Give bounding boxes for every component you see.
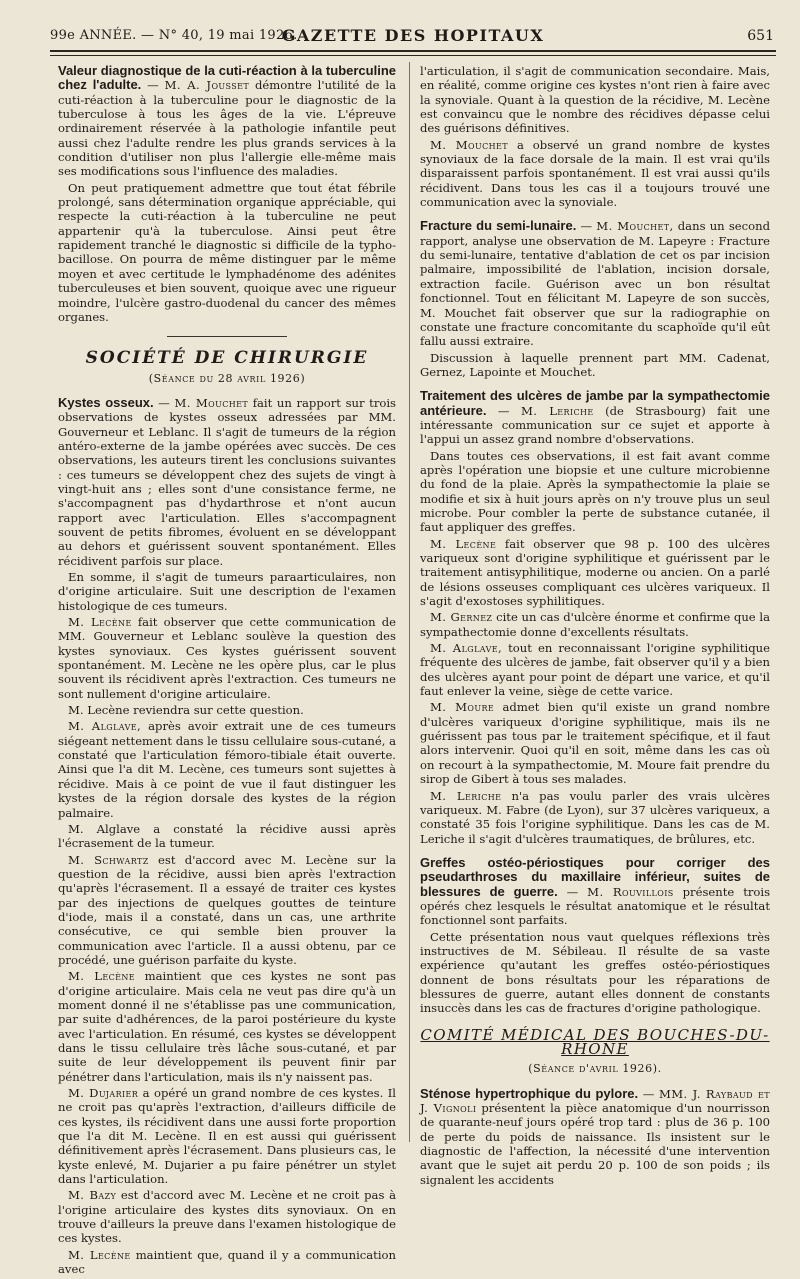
author-name: M. Dujarier	[68, 1086, 139, 1101]
paragraph: En somme, il s'agit de tumeurs paraarticulaires, non d'origine articulaire. Suit une description de l'examen histologique de ces tumeurs.	[58, 570, 396, 613]
article-text: démontre l'utilité de la cuti-réaction à la tuberculine pour le diagnostic de la tuberculose à tous les âges de la vie. L'épreuve ordinairement réservée à la pathologie infantile peut aussi chez l'adulte rendre les plus grands services à la condition d'utiliser non plus l'allergie elle-même mais ses modifications sous l'influence des maladies.	[58, 78, 396, 179]
paragraph: Discussion à laquelle prennent part MM. Cadenat, Gernez, Lapointe et Mouchet.	[420, 350, 770, 379]
left-column	[58, 64, 396, 1279]
article-heading: Traitement des ulcères de jambe par la sympathectomie antérieure.	[420, 388, 770, 418]
paragraph	[420, 138, 770, 210]
paragraph-text: après avoir extrait une de ces tumeurs siégeant nettement dans le tissu cellulaire sous-cutané, a constaté que l'articulation fémoro-tibiale était ouverte. Ainsi que l'a dit M. Lecène, ces tumeurs sont sujettes à récidive. Mais à ce point de vue il faut distinguer les kystes de la région dorsale des kystes de la région palmaire.	[58, 719, 396, 820]
paragraph: Cette présentation nous vaut quelques réflexions très instructives de M. Sébileau. Il résulte de sa vaste expérience qu'autant les greffes ostéo-périostiques donnent de bons résultats pour les réparations de blessures de guerre, autant elles donnent de constants insuccès dans les cas de fractures d'origine pathologique.	[420, 929, 770, 1016]
author-name: M. Lecène	[430, 536, 497, 551]
article-text: présentent la pièce anatomique d'un nourrisson de quarante-neuf jours opéré trop tard : plus de 36 p. 100 de perte du poids de naissance. Ils insistent sur le diagnostic de l'affection, la nécessité d'une intervention avant que le sujet ait perdu 20 p. 100 de son poids ; ils signalent les accidents	[420, 1101, 770, 1187]
paragraph-text: cite un cas d'ulcère énorme et confirme que la sympathectomie donne d'excellents résultats.	[420, 610, 770, 639]
right-column	[420, 64, 770, 1189]
paragraph-text: admet bien qu'il existe un grand nombre d'ulcères variqueux d'origine syphilitique, mais ils ne guérissent pas tous par le traitement spécifique, et il faut alors intervenir. Quoi qu'il en soit, même dans les cas où on recourt à la sympathectomie, M. Moure fait prendre du sirop de Gibert à tous ses malades.	[420, 700, 770, 787]
paragraph	[58, 853, 396, 968]
section-separator	[167, 336, 287, 337]
section-title-comite: COMITÉ MÉDICAL DES BOUCHES-DU-RHONE	[420, 1025, 770, 1058]
paragraph	[58, 615, 396, 701]
issue-line: 99e ANNÉE. — N° 40, 19 mai 1926.	[50, 28, 298, 43]
article-text: (de Strasbourg) fait une intéressante communication sur ce sujet et apporte à l'appui un assez grand nombre d'observations.	[420, 403, 770, 447]
paragraph	[58, 1248, 396, 1277]
article-semi-lunaire: Fracture du semi-lunaire. — M. Mouchet, dans un second rapport, analyse une observation de M. Lapeyre : Fracture du semi-lunaire, tentative d'ablation de cet os par incision palmaire, impossibilité de l'ablation, incision dorsale, extraction facile. Guérison avec un bon résultat fonctionnel. Tout en félicitant M. Lapeyre de son succès, M. Mouchet fait observer que sur la radiographie on constate une fracture concomitante du scaphoïde qu'il eût fallu aussi extraire.	[420, 218, 770, 349]
page-header	[50, 18, 776, 48]
article-heading: Valeur diagnostique de la cuti-réaction à la tuberculine chez l'adulte.	[58, 63, 396, 93]
paragraph: On peut pratiquement admettre que tout état fébrile prolongé, sans détermination organique appréciable, qui respecte la cuti-réaction à la tuberculine ne peut appartenir qu'à la tuberculose. Ainsi peut être rapidement tranché le diagnostic si difficile de la typho-bacillose. On pourra de même distinguer par le même moyen et avec certitude le lymphadénome des adénites tuberculeuses et bien souvent, quoique avec une rigueur moindre, l'ulcère gastro-duodenal du cancer des mêmes organes.	[58, 180, 396, 324]
paragraph-text: maintient que ces kystes ne sont pas d'origine articulaire. Mais cela ne veut pas dire qu'à un moment donné il ne s'établisse pas une communication, par suite d'adhérences, de la paroi postérieure du kyste avec l'articulation. En résumé, ces kystes se développent dans le tissu cellulaire très lâche sous-cutané, et par suite de leur développement ils peuvent finir par pénétrer dans l'articulation, mais ils n'y naissent pas.	[58, 969, 397, 1084]
paragraph: Dans toutes ces observations, il est fait avant comme après l'opération une biopsie et une culture microbienne du fond de la plaie. Après la sympathectomie la plaie se modifie et six à huit jours après on n'y trouve plus un seul microbe. Pour combler la perte de substance cutanée, il faut appliquer des greffes.	[420, 448, 770, 535]
article-heading: Greffes ostéo-périostiques pour corriger des pseudarthroses du maxillaire inférieur, suites de blessures de guerre.	[420, 854, 770, 899]
article-text: présente trois opérés chez lesquels le résultat anatomique et le résultat fonctionnel sont parfaits.	[420, 884, 771, 928]
paragraph	[58, 969, 396, 1084]
author-name: M. Gernez	[430, 610, 493, 625]
paragraph	[58, 1188, 396, 1245]
author-name: M. A. Jousset	[164, 78, 250, 93]
header-rule	[50, 50, 776, 52]
paragraph-text: a opéré un grand nombre de ces kystes. Il ne croit pas qu'après l'extraction, d'ailleurs difficile de ces kystes, ils récidivent dans une aussi forte proportion que l'a dit M. Lecène. Il en est aussi qui guérissent définitivement après l'écrasement. Dans plusieurs cas, le kyste enlevé, M. Dujarier a pu faire pénétrer un stylet dans l'articulation.	[58, 1086, 396, 1187]
paragraph: M. Alglave a constaté la récidive aussi après l'écrasement de la tumeur.	[58, 821, 396, 851]
article-text: dans un second rapport, analyse une observation de M. Lapeyre : Fracture du semi-lunaire, tentative d'ablation de cet os par incision palmaire, impossibilité de l'ablation, incision dorsale, extraction facile. Guérison avec un bon résultat fonctionnel. Tout en félicitant M. Lapeyre de son succès, M. Mouchet fait observer que sur la radiographie on constate une fracture concomitante du scaphoïde qu'il eût fallu aussi extraire.	[420, 219, 770, 349]
paragraph	[420, 700, 770, 786]
article-stenose: Sténose hypertrophique du pylore. — MM. J. Raybaud et J. Vignoli présentent la pièce anatomique d'un nourrisson de quarante-neuf jours opéré trop tard : plus de 36 p. 100 de perte du poids de naissance. Ils insistent sur le diagnostic de l'affection, la nécessité d'une intervention avant que le sujet ait perdu 20 p. 100 de son poids ; ils signalent les accidents	[420, 1085, 771, 1187]
author-name: M. Schwartz	[68, 852, 149, 867]
paragraph: l'articulation, il s'agit de communication secondaire. Mais, en réalité, comme origine ces kystes n'ont rien à faire avec la synoviale. Quant à la question de la récidive, M. Lecène est convaincu que le nombre des récidives dépasse celui des guérisons définitives.	[420, 64, 770, 136]
author-name: M. Leriche	[520, 403, 594, 418]
author-name: MM. J. Raybaud et J. Vignoli	[420, 1086, 771, 1116]
paragraph-text: fait observer que 98 p. 100 des ulcères variqueux sont d'origine syphilitique et guérissent par le traitement antisyphilitique, moderne ou ancien. On a parlé de lésions osseuses compliquant ces ulcères variqueux. Il s'agit d'exostoses syphilitiques.	[420, 536, 770, 609]
paragraph	[58, 719, 396, 819]
author-name: M. Mouchet,	[596, 219, 674, 234]
header-rule-thin	[50, 55, 776, 56]
author-name: M. Leriche	[430, 788, 502, 803]
paragraph	[420, 537, 770, 609]
paragraph-text: n'a pas voulu parler des vrais ulcères variqueux. M. Fabre (de Lyon), sur 37 ulcères variqueux, a constaté 35 fois l'origine syphilitique. Dans les cas de M. Leriche il s'agit d'ulcères traumatiques, de brûlures, etc.	[420, 788, 770, 846]
author-name: M. Mouchet	[430, 137, 508, 152]
paragraph	[420, 610, 770, 639]
article-heading: Sténose hypertrophique du pylore.	[420, 1085, 639, 1101]
paragraph	[420, 641, 770, 698]
author-name: M. Lecène	[68, 615, 132, 630]
section-session: (Séance du 28 avril 1926)	[148, 371, 306, 385]
paragraph-text: tout en reconnaissant l'origine syphilitique fréquente des ulcères de jambe, fait observer qu'il y a bien des ulcères ayant pour point de départ une varice, et qu'il faut enlever la veine, siège de cette varice.	[420, 641, 771, 699]
article-heading: Kystes osseux.	[58, 394, 154, 410]
article-text: fait un rapport sur trois observations de kystes osseux adressées par MM. Gouverneur et Leblanc. Il s'agit de tumeurs de la région antéro-externe de la jambe opérées avec succès. De ces observations, les auteurs tirent les conclusions suivantes : ces tumeurs se développent chez des sujets de vingt à vingt-huit ans ; elles sont d'une consistance ferme, ne s'accompagnent pas d'hydarthrose et n'ont aucun rapport avec l'articulation. Elles s'accompagnent souvent de petits fibromes, évoluent en se développant au dehors et guérissent souvent spontanément. Elles récidivent parfois sur place.	[58, 395, 396, 568]
column-divider	[409, 62, 410, 1142]
author-name: M. Mouchet	[174, 395, 249, 410]
author-name: M. Moure	[430, 700, 495, 715]
article-ulceres: Traitement des ulcères de jambe par la sympathectomie antérieure. — M. Leriche (de Strasbourg) fait une intéressante communication sur ce sujet et apporte à l'appui un assez grand nombre d'observations.	[420, 388, 770, 447]
author-name: M. Rouvillois	[587, 884, 674, 899]
paragraph-text: est d'accord avec M. Lecène et ne croit pas à l'origine articulaire des kystes dits synoviaux. On en trouve d'ailleurs la preuve dans l'examen histologique de ces kystes.	[58, 1188, 396, 1246]
author-name: M. Lecène	[68, 969, 136, 984]
article-heading: Fracture du semi-lunaire.	[420, 218, 577, 234]
section-title-chirurgie: SOCIÉTÉ DE CHIRURGIE	[85, 348, 369, 369]
author-name: M. Bazy	[68, 1188, 117, 1203]
journal-title: GAZETTE DES HOPITAUX	[281, 26, 545, 45]
paragraph	[420, 789, 770, 846]
paragraph-text: maintient que, quand il y a communication avec	[58, 1247, 396, 1277]
paragraph	[58, 1086, 396, 1186]
article-tuberculine: Valeur diagnostique de la cuti-réaction à la tuberculine chez l'adulte. — M. A. Jousset démontre l'utilité de la cuti-réaction à la tuberculine pour le diagnostic de la tuberculose à tous les âges de la vie. L'épreuve ordinairement réservée à la pathologie infantile peut aussi chez l'adulte rendre les plus grands services à la condition d'utiliser non plus l'allergie elle-même mais ses modifications sous l'influence des maladies.	[58, 63, 396, 179]
article-greffes: Greffes ostéo-périostiques pour corriger des pseudarthroses du maxillaire inférieur, suites de blessures de guerre. — M. Rouvillois présente trois opérés chez lesquels le résultat anatomique et le résultat fonctionnel sont parfaits.	[420, 854, 771, 928]
author-name: M. Lecène	[68, 1247, 131, 1262]
section-session: (Séance d'avril 1926).	[528, 1062, 662, 1076]
article-kystes: Kystes osseux. — M. Mouchet fait un rapport sur trois observations de kystes osseux adressées par MM. Gouverneur et Leblanc. Il s'agit de tumeurs de la région antéro-externe de la jambe opérées avec succès. De ces observations, les auteurs tirent les conclusions suivantes : ces tumeurs se développent chez des sujets de vingt à vingt-huit ans ; elles sont d'une consistance ferme, ne s'accompagnent pas d'hydarthrose et n'ont aucun rapport avec l'articulation. Elles s'accompagnent souvent de petits fibromes, évoluent en se développant au dehors et guérissent souvent spontanément. Elles récidivent parfois sur place.	[58, 394, 396, 568]
author-name: M. Alglave,	[68, 719, 142, 734]
page-number: 651	[747, 28, 774, 44]
paragraph-text: est d'accord avec M. Lecène sur la question de la récidive, aussi bien après l'extraction qu'après l'écrasement. Il a essayé de traiter ces kystes par des injections de quelques gouttes de teinture d'iode, mais il a constaté, dans un cas, une arthrite consécutive, ce qui semble bien prouver la communication avec l'article. Il a aussi obtenu, par ce procédé, une guérison parfaite du kyste.	[58, 852, 397, 967]
paragraph-text: fait observer que cette communication de MM. Gouverneur et Leblanc soulève la question des kystes synoviaux. Ces kystes guérissent souvent spontanément. M. Lecène ne les opère plus, car le plus souvent ils récidivent après l'extraction. Ces tumeurs ne sont nullement d'origine articulaire.	[58, 615, 397, 701]
paragraph: M. Lecène reviendra sur cette question.	[68, 703, 304, 718]
author-name: M. Alglave,	[430, 641, 503, 656]
paragraph-text: a observé un grand nombre de kystes synoviaux de la face dorsale de la main. Il est vrai qu'ils disparaissent parfois spontanément. Il est vrai aussi qu'ils récidivent. Dans tous les cas il a toujours trouvé une communication avec la synoviale.	[420, 137, 771, 210]
